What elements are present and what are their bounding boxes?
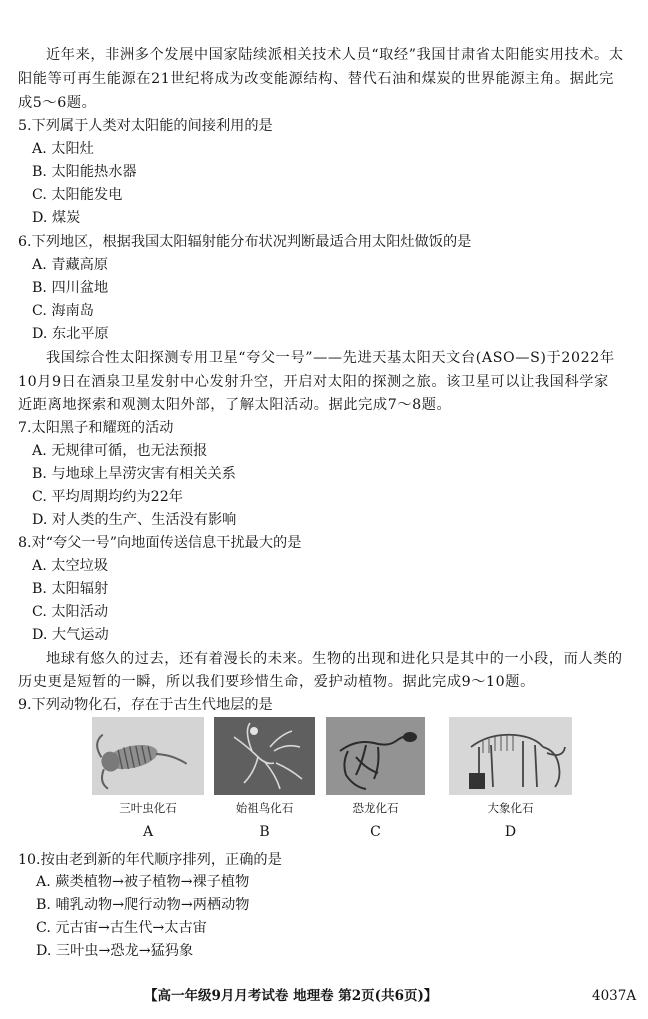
- passage2-line3: 近距离地探索和观测太阳外部，了解太阳活动。据此完成7～8题。: [18, 397, 452, 413]
- q8-option-a: A. 太空垃圾: [32, 558, 109, 574]
- passage1-line1: 近年来，非洲多个发展中国家陆续派相关技术人员“取经”我国甘肃省太阳能实用技术。太: [46, 47, 624, 63]
- passage1-line3: 成5～6题。: [18, 95, 97, 111]
- q5-option-a: A. 太阳灶: [32, 141, 94, 157]
- q8-stem: 8.对“夸父一号”向地面传送信息干扰最大的是: [18, 535, 302, 551]
- q10-option-a: A. 蕨类植物→被子植物→裸子植物: [36, 874, 250, 890]
- q6-option-c: C. 海南岛: [32, 303, 94, 319]
- q5-option-d: D. 煤炭: [32, 210, 81, 226]
- archaeopteryx-fossil-photo: [214, 717, 315, 795]
- q10-option-c: C. 元古宙→古生代→太古宙: [36, 920, 207, 936]
- figure-d-letter: D: [504, 824, 517, 840]
- q7-option-c: C. 平均周期均约为22年: [32, 489, 183, 505]
- passage3-line1: 地球有悠久的过去，还有着漫长的未来。生物的出现和进化只是其中的一小段，而人类的: [46, 651, 623, 667]
- figure-a-caption: 三叶虫化石: [119, 801, 177, 815]
- page-footer: 【高一年级9月月考试卷 地理卷 第2页(共6页)】: [144, 988, 438, 1004]
- q7-option-d: D. 对人类的生产、生活没有影响: [32, 512, 237, 528]
- q7-stem: 7.太阳黑子和耀斑的活动: [18, 420, 174, 436]
- q5-stem: 5.下列属于人类对太阳能的间接利用的是: [18, 118, 273, 134]
- elephant-fossil-photo: [449, 717, 572, 795]
- dinosaur-fossil-photo: [326, 717, 425, 795]
- passage2-line2: 10月9日在酒泉卫星发射中心发射升空，开启对太阳的探测之旅。该卫星可以让我国科学家: [18, 374, 609, 390]
- q10-option-d: D. 三叶虫→恐龙→猛犸象: [36, 943, 194, 959]
- q6-option-b: B. 四川盆地: [32, 280, 109, 296]
- q10-stem: 10.按由老到新的年代顺序排列，正确的是: [18, 852, 282, 868]
- q6-option-d: D. 东北平原: [32, 326, 109, 342]
- q6-option-a: A. 青藏高原: [32, 257, 109, 273]
- q10-option-b: B. 哺乳动物→爬行动物→两栖动物: [36, 897, 250, 913]
- passage2-line1: 我国综合性太阳探测专用卫星“夸父一号”——先进天基太阳天文台(ASO—S)于2022年: [46, 350, 615, 366]
- figure-d-caption: 大象化石: [487, 801, 534, 815]
- figure-b-caption: 始祖鸟化石: [235, 801, 294, 815]
- figure-c-letter: C: [370, 824, 381, 840]
- q6-stem: 6.下列地区，根据我国太阳辐射能分布状况判断最适合用太阳灶做饭的是: [18, 234, 472, 250]
- figure-b-letter: B: [259, 824, 270, 840]
- trilobite-fossil-photo: [92, 717, 204, 795]
- exam-code: 4037A: [592, 988, 637, 1004]
- passage3-line2: 历史更是短暂的一瞬，所以我们要珍惜生命，爱护动植物。据此完成9～10题。: [18, 674, 535, 690]
- passage1-line2: 阳能等可再生能源在21世纪将成为改变能源结构、替代石油和煤炭的世界能源主角。据此完: [18, 71, 614, 87]
- figure-c-caption: 恐龙化石: [352, 801, 399, 815]
- q5-option-c: C. 太阳能发电: [32, 187, 123, 203]
- q8-option-b: B. 太阳辐射: [32, 581, 109, 597]
- q5-option-b: B. 太阳能热水器: [32, 164, 137, 180]
- q7-option-a: A. 无规律可循，也无法预报: [32, 443, 208, 459]
- figure-a-letter: A: [142, 824, 154, 840]
- q8-option-c: C. 太阳活动: [32, 604, 109, 620]
- q9-stem: 9.下列动物化石，存在于古生代地层的是: [18, 697, 273, 713]
- q7-option-b: B. 与地球上旱涝灾害有相关关系: [32, 466, 236, 482]
- q8-option-d: D. 大气运动: [32, 627, 109, 643]
